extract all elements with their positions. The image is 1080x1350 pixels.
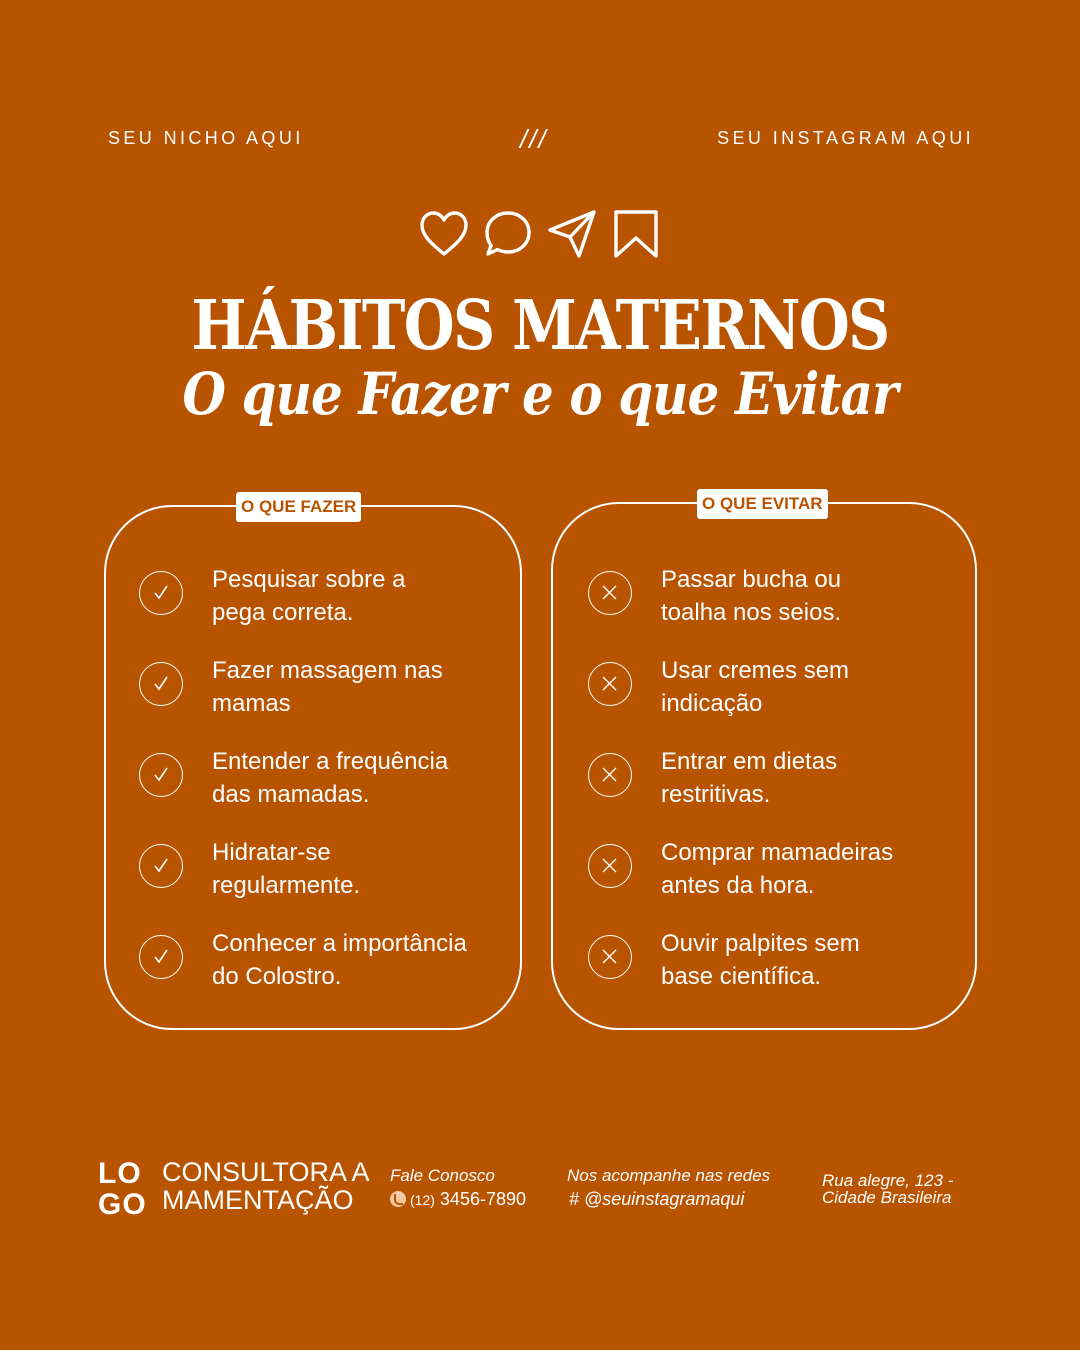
separator: /// (520, 124, 548, 154)
send-icon[interactable] (546, 208, 598, 260)
do-item-text: Conhecer a importância do Colostro. (212, 930, 467, 990)
avoid-panel-label: O QUE EVITAR (697, 489, 828, 519)
avoid-item (553, 652, 975, 722)
do-item (106, 925, 520, 995)
avoid-item (553, 834, 975, 904)
do-item (106, 652, 520, 722)
check-icon (139, 844, 183, 888)
do-panel (104, 497, 522, 1030)
check-icon (139, 571, 183, 615)
x-icon (588, 753, 632, 797)
phone-number: 3456-7890 (439, 1189, 527, 1209)
check-icon (139, 662, 183, 706)
avoid-item (553, 743, 975, 813)
avoid-item (553, 561, 975, 631)
avoid-item-text: Passar bucha ou toalha nos seios. (661, 566, 842, 626)
x-icon (588, 571, 632, 615)
contact-phone[interactable] (390, 1189, 526, 1210)
x-icon (588, 935, 632, 979)
check-icon (139, 753, 183, 797)
address: Rua alegre, 123 - Cidade Brasileira (822, 1171, 954, 1207)
page-subtitle: O que Fazer e o que Evitar (182, 360, 898, 428)
do-item-text: Entender a frequência das mamadas. (212, 748, 449, 808)
social-icons (418, 208, 664, 264)
comment-icon[interactable] (482, 208, 534, 260)
do-item-text: Pesquisar sobre a pega correta. (212, 566, 406, 626)
do-item (106, 561, 520, 631)
check-icon (139, 935, 183, 979)
phone-area-code: (12) (410, 1192, 435, 1208)
x-icon (588, 662, 632, 706)
bookmark-icon[interactable] (610, 208, 662, 260)
x-icon (588, 844, 632, 888)
page-title: HÁBITOS MATERNOS (191, 286, 889, 366)
avoid-item-text: Entrar em dietas restritivas. (661, 748, 838, 808)
contact-title: Fale Conosco (390, 1166, 495, 1185)
heart-icon[interactable] (418, 208, 470, 260)
phone-icon (390, 1191, 406, 1207)
avoid-item-text: Ouvir palpites sem base científica. (661, 930, 860, 990)
avoid-item-text: Usar cremes sem indicação (661, 657, 850, 717)
do-item-text: Hidratar-se regularmente. (212, 839, 361, 899)
avoid-panel (551, 494, 977, 1030)
footer (0, 1156, 1080, 1266)
social-title: Nos acompanhe nas redes (567, 1166, 771, 1185)
do-item (106, 834, 520, 904)
social-handle[interactable]: # @seuinstagramaqui (569, 1189, 745, 1209)
avoid-item (553, 925, 975, 995)
top-bar (0, 124, 1080, 154)
do-item-text: Fazer massagem nas mamas (212, 657, 443, 717)
niche-label: SEU NICHO AQUI (108, 128, 304, 148)
logo: LO GO (98, 1157, 147, 1221)
avoid-item-text: Comprar mamadeiras antes da hora. (661, 839, 894, 899)
instagram-label: SEU INSTAGRAM AQUI (717, 128, 974, 148)
do-item (106, 743, 520, 813)
do-panel-label: O QUE FAZER (236, 492, 361, 522)
brand-name: CONSULTORA AMAMENTAÇÃO (162, 1157, 370, 1215)
